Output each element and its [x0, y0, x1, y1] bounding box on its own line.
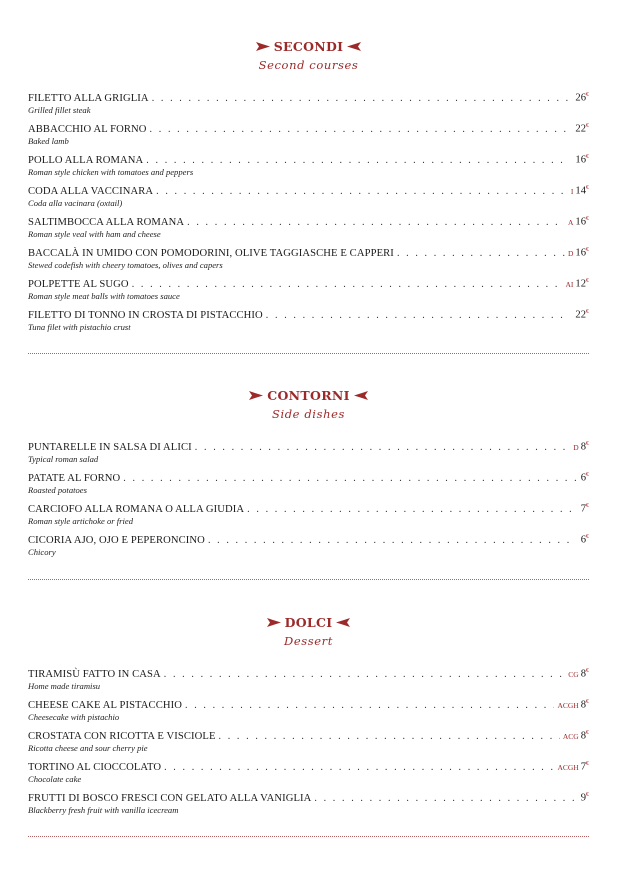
currency-symbol: €: [586, 668, 589, 674]
dish-description: Tuna filet with pistachio crust: [28, 321, 131, 332]
menu-item-line: [28, 306, 589, 322]
currency-symbol: €: [586, 503, 589, 509]
dot-leader: [164, 762, 554, 774]
dot-leader: [146, 155, 570, 167]
section-title-text: CONTORNI: [267, 388, 350, 403]
dish-description: Chocolate cake: [28, 773, 82, 784]
currency-symbol: €: [586, 92, 589, 98]
menu-list: [28, 89, 589, 337]
section-divider: [28, 836, 589, 837]
section-title-text: SECONDI: [273, 39, 344, 54]
currency-symbol: €: [586, 185, 589, 191]
dish-name: TIRAMISÙ FATTO IN CASA: [28, 668, 161, 680]
menu-item: [28, 531, 589, 562]
dish-description: Typical roman salad: [28, 453, 99, 464]
section-secondi: [28, 36, 589, 337]
menu-list: [28, 665, 589, 820]
menu-item: [28, 438, 589, 469]
ornament-left-icon: [249, 391, 263, 400]
allergen-code: ACGH: [557, 700, 579, 710]
dish-description: Blackberry fresh fruit with vanilla icecream: [28, 804, 179, 815]
price: [575, 89, 589, 105]
dish-description: Roman style veal with ham and cheese: [28, 228, 161, 239]
section-title: [249, 388, 368, 403]
dish-description: Coda alla vacinara (oxtail): [28, 197, 123, 208]
menu-item-line: [28, 665, 589, 681]
currency-symbol: €: [586, 247, 589, 253]
currency-symbol: €: [586, 216, 589, 222]
allergen-code: A: [567, 217, 574, 227]
menu-item: [28, 727, 589, 758]
menu-item-line: [28, 469, 589, 485]
allergen-code: ACG: [562, 731, 579, 741]
ornament-right-icon: [354, 391, 368, 400]
menu-item-line: [28, 438, 589, 454]
menu-item: [28, 244, 589, 275]
section-divider: [28, 579, 589, 580]
ornament-right-icon: [336, 618, 350, 627]
menu-item-line: [28, 789, 589, 805]
currency-symbol: €: [586, 472, 589, 478]
dish-name: CARCIOFO ALLA ROMANA O ALLA GIUDIA: [28, 503, 245, 515]
section-divider: [28, 353, 589, 354]
section-header: [28, 36, 589, 72]
menu-item: [28, 469, 589, 500]
section-subtitle: Second courses: [258, 58, 359, 72]
price: [575, 244, 589, 260]
currency-symbol: €: [586, 730, 589, 736]
price: [575, 275, 589, 291]
ornament-left-icon: [267, 618, 281, 627]
menu-item-line: [28, 758, 589, 774]
price-value: 8: [580, 668, 586, 680]
dot-leader: [195, 442, 570, 454]
dot-leader: [208, 535, 576, 547]
allergen-code: ACGH: [557, 762, 579, 772]
price-value: 6: [580, 472, 586, 484]
price: [581, 469, 589, 485]
dot-leader: [314, 793, 575, 805]
dish-name: FILETTO ALLA GRIGLIA: [28, 92, 149, 104]
price-value: 12: [575, 278, 586, 290]
menu-item-line: [28, 213, 589, 229]
dish-name: TORTINO AL CIOCCOLATO: [28, 761, 162, 773]
price: [581, 789, 589, 805]
allergen-code: D: [573, 442, 579, 452]
price-value: 26: [575, 92, 586, 104]
price: [581, 727, 589, 743]
dish-description: Cheesecake with pistachio: [28, 711, 120, 722]
menu-item: [28, 182, 589, 213]
menu-item-line: [28, 696, 589, 712]
allergen-code: AI: [565, 279, 574, 289]
price: [581, 531, 589, 547]
dot-leader: [187, 217, 565, 229]
price-value: 22: [575, 309, 586, 321]
price-value: 6: [580, 534, 586, 546]
dish-name: CHEESE CAKE AL PISTACCHIO: [28, 699, 182, 711]
currency-symbol: €: [586, 154, 589, 160]
currency-symbol: €: [586, 792, 589, 798]
menu-item-line: [28, 120, 589, 136]
menu-item: [28, 213, 589, 244]
price-value: 8: [580, 441, 586, 453]
price-value: 8: [580, 699, 586, 711]
section-header: [28, 385, 589, 421]
dot-leader: [150, 124, 571, 136]
price: [581, 758, 589, 774]
menu-item: [28, 306, 589, 337]
price-value: 16: [575, 247, 586, 259]
ornament-right-icon: [347, 42, 361, 51]
section-subtitle: Dessert: [284, 634, 333, 648]
menu-item-line: [28, 244, 589, 260]
dot-leader: [123, 473, 575, 485]
currency-symbol: €: [586, 534, 589, 540]
dot-leader: [152, 93, 571, 105]
dot-leader: [156, 186, 568, 198]
menu-item: [28, 665, 589, 696]
price-value: 14: [575, 185, 586, 197]
menu-item: [28, 151, 589, 182]
price-value: 8: [580, 730, 586, 742]
menu-item-line: [28, 500, 589, 516]
menu-item-line: [28, 151, 589, 167]
price: [575, 120, 589, 136]
allergen-code: D: [567, 248, 574, 258]
dish-name: PUNTARELLE IN SALSA DI ALICI: [28, 441, 192, 453]
price: [581, 665, 589, 681]
menu-item-line: [28, 182, 589, 198]
currency-symbol: €: [586, 699, 589, 705]
currency-symbol: €: [586, 761, 589, 767]
price: [575, 306, 589, 322]
dish-description: Roman style meat balls with tomatoes sauce: [28, 290, 180, 301]
price: [575, 182, 589, 198]
price-value: 7: [580, 503, 586, 515]
dish-description: Stewed codefish with cheery tomatoes, olives and capers: [28, 259, 223, 270]
dot-leader: [397, 248, 565, 260]
section-title: [267, 615, 351, 630]
price: [581, 500, 589, 516]
dish-name: BACCALÀ IN UMIDO CON POMODORINI, OLIVE TAGGIASCHE E CAPPERI: [28, 247, 394, 259]
menu-item: [28, 89, 589, 120]
section-dolci: [28, 612, 589, 820]
dot-leader: [164, 669, 566, 681]
section-header: [28, 612, 589, 648]
dish-name: FILETTO DI TONNO IN CROSTA DI PISTACCHIO: [28, 309, 263, 321]
menu-item-line: [28, 275, 589, 291]
dish-description: Home made tiramisu: [28, 680, 101, 691]
price: [581, 696, 589, 712]
menu-item-line: [28, 89, 589, 105]
price-value: 7: [580, 761, 586, 773]
section-title: [256, 39, 362, 54]
dish-name: POLPETTE AL SUGO: [28, 278, 129, 290]
dish-description: Roman style artichoke or fried: [28, 515, 134, 526]
currency-symbol: €: [586, 278, 589, 284]
dish-description: Chicory: [28, 546, 56, 557]
menu-item-line: [28, 531, 589, 547]
dish-description: Ricotta cheese and sour cherry pie: [28, 742, 148, 753]
price-value: 9: [580, 792, 586, 804]
menu-item: [28, 120, 589, 151]
section-title-text: DOLCI: [284, 615, 333, 630]
dish-description: Grilled fillet steak: [28, 104, 91, 115]
menu-item: [28, 696, 589, 727]
dot-leader: [266, 310, 571, 322]
dish-description: Roasted potatoes: [28, 484, 87, 495]
section-subtitle: Side dishes: [271, 407, 346, 421]
allergen-code: CG: [568, 669, 579, 679]
price-value: 22: [575, 123, 586, 135]
section-contorni: [28, 385, 589, 562]
price: [575, 151, 589, 167]
price: [581, 438, 589, 454]
dish-name: CICORIA AJO, OJO E PEPERONCINO: [28, 534, 205, 546]
dish-description: Roman style chicken with tomatoes and peppers: [28, 166, 194, 177]
dot-leader: [247, 504, 576, 516]
currency-symbol: €: [586, 441, 589, 447]
dish-name: CROSTATA CON RICOTTA E VISCIOLE: [28, 730, 216, 742]
dot-leader: [132, 279, 563, 291]
dot-leader: [185, 700, 554, 712]
price-value: 16: [575, 154, 586, 166]
dish-name: PATATE AL FORNO: [28, 472, 121, 484]
dish-name: POLLO ALLA ROMANA: [28, 154, 144, 166]
price: [575, 213, 589, 229]
dish-name: FRUTTI DI BOSCO FRESCI CON GELATO ALLA VANIGLIA: [28, 792, 312, 804]
menu-item: [28, 500, 589, 531]
dish-description: Baked lamb: [28, 135, 69, 146]
menu-item: [28, 758, 589, 789]
menu-item-line: [28, 727, 589, 743]
price-value: 16: [575, 216, 586, 228]
menu-item: [28, 789, 589, 820]
menu-item: [28, 275, 589, 306]
dish-name: CODA ALLA VACCINARA: [28, 185, 154, 197]
allergen-code: I: [570, 186, 574, 196]
dish-name: SALTIMBOCCA ALLA ROMANA: [28, 216, 185, 228]
currency-symbol: €: [586, 123, 589, 129]
dish-name: ABBACCHIO AL FORNO: [28, 123, 147, 135]
menu-list: [28, 438, 589, 562]
ornament-left-icon: [256, 42, 270, 51]
currency-symbol: €: [586, 309, 589, 315]
dot-leader: [219, 731, 560, 743]
